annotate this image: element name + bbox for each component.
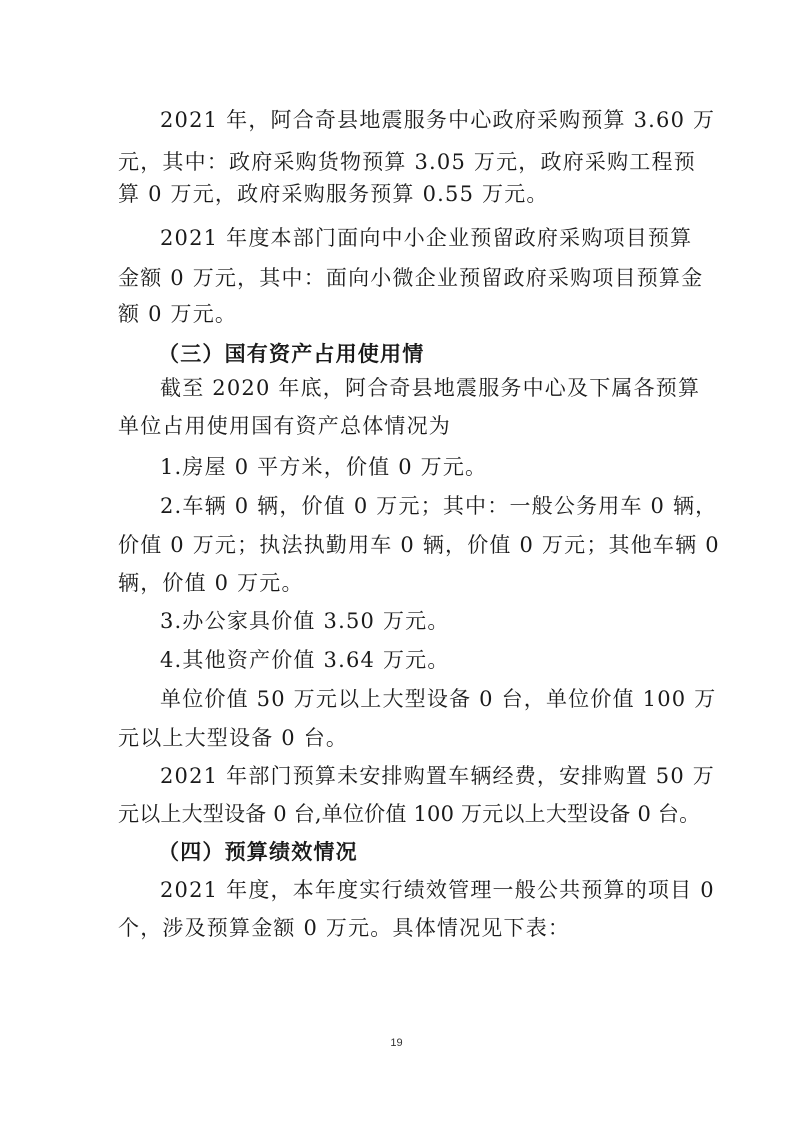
paragraph-line: 辆，价值 0 万元。 <box>118 571 304 595</box>
paragraph-line: 算 0 万元，政府采购服务预算 0.55 万元。 <box>118 182 549 206</box>
list-item-housing: 1.房屋 0 平方米，价值 0 万元。 <box>160 455 488 479</box>
section-heading-performance: （四）预算绩效情况 <box>158 839 358 864</box>
section-heading-assets: （三）国有资产占用使用情 <box>158 341 425 366</box>
paragraph-line: 额 0 万元。 <box>118 302 238 326</box>
list-item-furniture: 3.办公家具价值 3.50 万元。 <box>160 609 450 633</box>
list-item-vehicles: 2.车辆 0 辆，价值 0 万元；其中：一般公务用车 0 辆， <box>160 494 718 518</box>
paragraph-line: 2021 年部门预算未安排购置车辆经费，安排购置 50 万 <box>160 764 715 788</box>
paragraph-line: 元以上大型设备 0 台,单位价值 100 万元以上大型设备 0 台。 <box>118 802 701 826</box>
paragraph-line: 元以上大型设备 0 台。 <box>118 726 349 750</box>
paragraph-line: 截至 2020 年底，阿合奇县地震服务中心及下属各预算 <box>160 376 701 400</box>
paragraph-line: 个，涉及预算金额 0 万元。具体情况见下表： <box>118 916 571 940</box>
paragraph-line: 2021 年度本部门面向中小企业预留政府采购项目预算 <box>160 226 693 250</box>
paragraph-line: 2021 年度，本年度实行绩效管理一般公共预算的项目 0 <box>160 878 715 902</box>
paragraph-line: 价值 0 万元；执法执勤用车 0 辆，价值 0 万元；其他车辆 0 <box>118 533 720 557</box>
list-item-other-assets: 4.其他资产价值 3.64 万元。 <box>160 648 450 672</box>
paragraph-line: 元，其中：政府采购货物预算 3.05 万元，政府采购工程预 <box>118 150 696 174</box>
paragraph-line: 2021 年，阿合奇县地震服务中心政府采购预算 3.60 万 <box>160 108 716 132</box>
paragraph-line: 单位占用使用国有资产总体情况为 <box>118 414 451 438</box>
paragraph-line: 单位价值 50 万元以上大型设备 0 台，单位价值 100 万 <box>160 687 717 711</box>
paragraph-line: 金额 0 万元，其中：面向小微企业预留政府采购项目预算金 <box>118 266 704 290</box>
page-number: 19 <box>390 1037 403 1049</box>
